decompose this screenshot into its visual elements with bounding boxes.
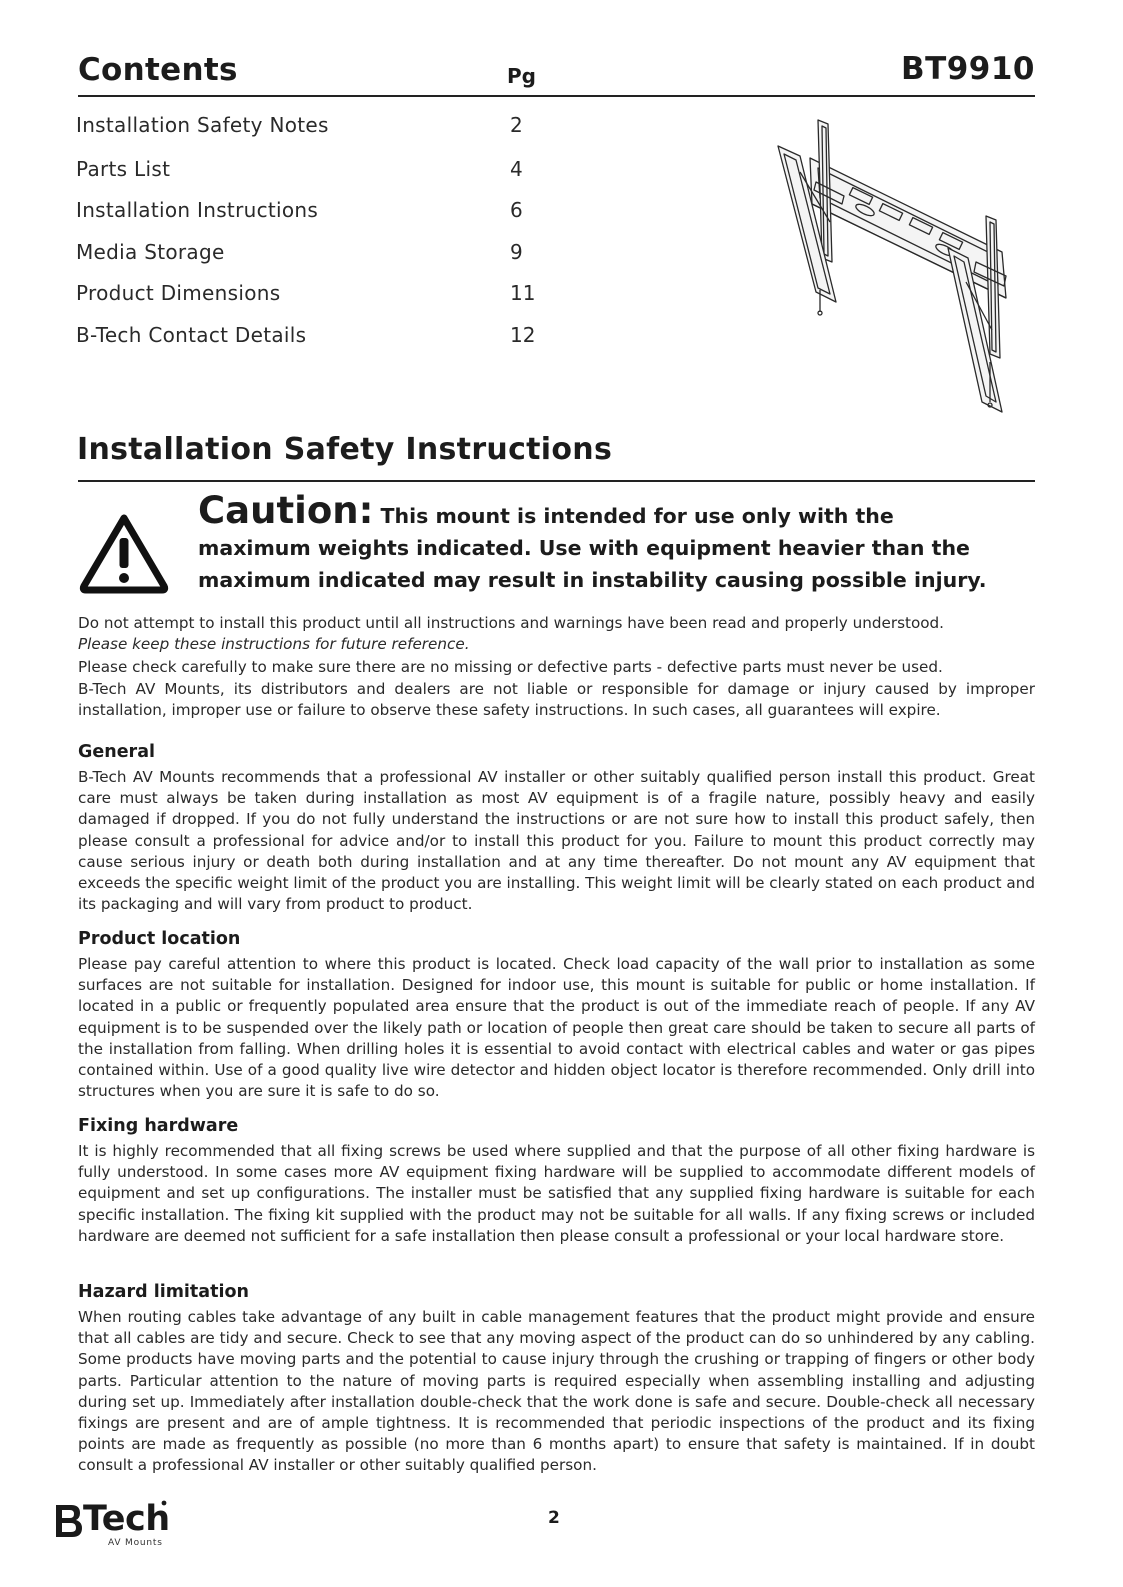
wall-mount-illustration: [770, 112, 1030, 414]
toc-item-page: 11: [510, 281, 536, 305]
toc-item-page: 12: [510, 323, 536, 347]
warning-icon: [78, 512, 170, 594]
toc-item[interactable]: [76, 198, 556, 240]
toc-item-page: 6: [510, 198, 523, 222]
contents-title: Contents: [78, 52, 238, 88]
toc-item[interactable]: [76, 240, 556, 282]
btech-logo: [52, 1497, 182, 1553]
general-heading: General: [78, 742, 155, 762]
model-number: BT9910: [900, 51, 1035, 87]
logo-tagline: AV Mounts: [108, 1538, 163, 1548]
caution-text-line: maximum indicated may result in instability causing possible injury.: [198, 568, 987, 592]
toc-item-label: Installation Instructions: [76, 198, 319, 222]
toc-item-page: 2: [510, 113, 523, 137]
intro-paragraph: B-Tech AV Mounts, its distributors and dealers are not liable or responsible for damage or injury caused by improper installation, improper use or failure to observe these safety instructions. In such cases, all guarantees will expire.: [78, 679, 1035, 719]
fixing-text: It is highly recommended that all fixing screws be used where supplied and that the purpose of all other fixing hardware is fully understood. In some cases more AV equipment fixing hardware will be supplied to accommodate different models of equipment and set up configurations. The installer must be satisfied that any supplied fixing hardware is suitable for each specific installation. The fixing kit supplied with the product may not be suitable for all walls. If any fixing screws or included hardware are deemed not sufficient for a safe installation then please consult a professional or your local hardware store.: [78, 1142, 1035, 1245]
location-text: Please pay careful attention to where this product is located. Check load capacity of the wall prior to installation as some surfaces are not suitable for installation. Designed for indoor use, this mount is suitable for public or home installation. If located in a public or frequently populated area ensure that the product is out of the immediate reach of people. If any AV equipment is to be suspended over the likely path or location of people then great care should be taken to secure all parts of the installation from falling. When drilling holes it is essential to avoid contact with electrical cables and water or gas pipes contained within. Use of a good quality live wire detector and hidden object locator is therefore recommended. Only drill into structures when you are sure it is safe to do so.: [78, 955, 1035, 1101]
toc-item-page: 4: [510, 157, 523, 181]
toc-item-label: Product Dimensions: [76, 281, 281, 305]
caution-text-line: maximum weights indicated. Use with equipment heavier than the: [198, 536, 970, 560]
intro-text: [78, 613, 1035, 721]
location-heading: Product location: [78, 929, 241, 949]
toc-item-label: Media Storage: [76, 240, 225, 264]
page-column-label: Pg: [507, 64, 536, 88]
caution-text-line: This mount is intended for use only with the: [380, 504, 894, 528]
section-title: Installation Safety Instructions: [77, 432, 613, 467]
logo-wordmark: Tech: [83, 1499, 170, 1539]
hazard-text: When routing cables take advantage of any built in cable management features that the product might provide and ensure that all cables are tidy and secure. Check to see that any moving aspect of the product can do so unhindered by any cabling. Some products have moving parts and the potential to cause injury through the crushing or trapping of fingers or other body parts. Particular attention to the nature of moving parts is required especially when assembling installing and adjusting during set up. Immediately after installation double-check that the work done is safe and secure. Double-check all necessary fixings are present and are of ample tightness. It is recommended that periodic inspections of the product and its fixing points are made as frequently as possible (no more than 6 months apart) to ensure that safety is maintained. If in doubt consult a professional AV installer or other suitably qualified person.: [78, 1308, 1035, 1475]
intro-paragraph: Please keep these instructions for future reference.: [78, 635, 470, 654]
toc-item[interactable]: [76, 323, 556, 365]
caution-notice: [198, 489, 1038, 596]
header-divider: [78, 95, 1035, 97]
toc-item-label: Parts List: [76, 157, 171, 181]
general-text: B-Tech AV Mounts recommends that a professional AV installer or other suitably qualified person install this product. Great care must always be taken during installation as most AV equipment is of a fragile nature, possibly heavy and easily damaged if dropped. If you do not fully understand the instructions or are not sure how to install this product safely, then please consult a professional for advice and/or to install this product for you. Failure to mount this product correctly may cause serious injury or death both during installation and at any time thereafter. Do not mount any AV equipment that exceeds the specific weight limit of the product you are installing. This weight limit will be clearly stated on each product and its packaging and will vary from product to product.: [78, 768, 1035, 914]
toc-item-label: Installation Safety Notes: [76, 113, 329, 137]
fixing-heading: Fixing hardware: [78, 1116, 239, 1136]
toc-item[interactable]: [76, 113, 556, 155]
toc-item-label: B-Tech Contact Details: [76, 323, 307, 347]
section-divider: [78, 480, 1035, 482]
toc-item-page: 9: [510, 240, 523, 264]
toc-item[interactable]: [76, 157, 556, 199]
intro-paragraph: Do not attempt to install this product until all instructions and warnings have been read and properly understood.: [78, 614, 945, 632]
caution-label: Caution:: [198, 489, 374, 532]
intro-paragraph: Please check carefully to make sure there are no missing or defective parts - defective parts must never be used.: [78, 658, 943, 677]
toc-item[interactable]: [76, 281, 556, 323]
hazard-heading: Hazard limitation: [78, 1282, 249, 1302]
page-number: 2: [548, 1508, 560, 1528]
